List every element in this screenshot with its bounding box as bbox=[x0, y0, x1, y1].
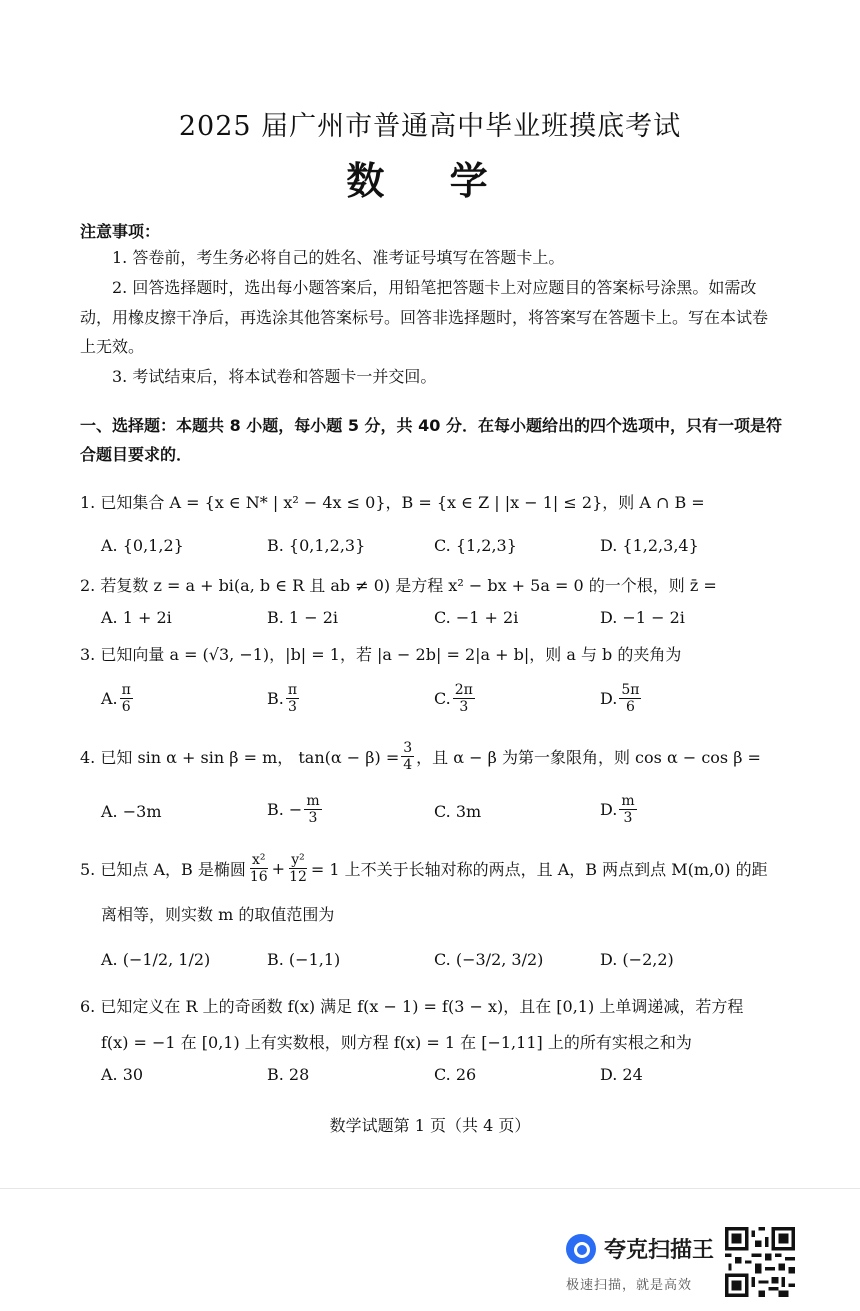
divider bbox=[0, 1188, 860, 1189]
q6-option-a: A. 30 bbox=[101, 1065, 144, 1084]
qr-code-icon bbox=[725, 1227, 795, 1297]
q4-frac-num: 3 bbox=[403, 740, 413, 756]
q5-stem-post: = 1 上不关于长轴对称的两点，且 A，B 两点到点 M(m,0) 的距 bbox=[310, 860, 768, 879]
q2-option-b: B. 1 − 2i bbox=[267, 608, 338, 627]
q5-option-b: B. (−1,1) bbox=[267, 950, 341, 969]
q5-f2-num: y² bbox=[291, 852, 305, 868]
brand-slogan: 极速扫描，就是高效 bbox=[566, 1278, 693, 1293]
q4-d-num: m bbox=[621, 793, 635, 809]
q3-c-num: 2π bbox=[454, 682, 473, 698]
q3-d-den: 6 bbox=[625, 699, 635, 715]
q4-b-num: m bbox=[306, 793, 320, 809]
question-1-stem: 1. 已知集合 A = {x ∈ N* | x² − 4x ≤ 0}，B = {x ∈ Z | |x − 1| ≤ 2}，则 A ∩ B = bbox=[80, 493, 705, 512]
q4-d-frac bbox=[619, 793, 636, 826]
quark-logo-icon bbox=[566, 1234, 596, 1264]
q4-option-d bbox=[600, 793, 639, 826]
question-2-stem: 2. 若复数 z = a + bi(a, b ∈ R 且 ab ≠ 0) 是方程 x² − bx + 5a = 0 的一个根，则 z̄ = bbox=[80, 576, 717, 595]
brand-name: 夸克扫描王 bbox=[604, 1238, 715, 1263]
q3-b-frac bbox=[286, 682, 299, 715]
q1-option-c: C. {1,2,3} bbox=[434, 536, 517, 555]
q4-d-label: D. bbox=[600, 800, 618, 819]
q3-a-frac bbox=[120, 682, 133, 715]
q5-frac-2 bbox=[287, 852, 309, 885]
note-item-3: 3. 考试结束后，将本试卷和答题卡一并交回。 bbox=[112, 367, 437, 386]
q3-d-frac bbox=[619, 682, 641, 715]
question-5-stem bbox=[80, 852, 768, 885]
q3-a-den: 6 bbox=[121, 699, 131, 715]
q3-b-den: 3 bbox=[287, 699, 297, 715]
q2-option-a: A. 1 + 2i bbox=[101, 608, 172, 627]
q3-option-d bbox=[600, 682, 643, 715]
q5-option-a: A. (−1/2, 1/2) bbox=[101, 950, 211, 969]
q3-option-a bbox=[101, 682, 135, 715]
q2-option-d: D. −1 − 2i bbox=[600, 608, 685, 627]
q3-option-b bbox=[267, 682, 301, 715]
q4-b-den: 3 bbox=[308, 810, 318, 826]
q4-stem-pre: 4. 已知 sin α + sin β = m， tan(α − β) = bbox=[80, 748, 400, 767]
question-3-stem: 3. 已知向量 a = (√3, −1)，|b| = 1，若 |a − 2b| = 2|a + b|，则 a 与 b 的夹角为 bbox=[80, 645, 682, 664]
question-5-line2: 离相等，则实数 m 的取值范围为 bbox=[101, 905, 335, 924]
q4-b-frac bbox=[304, 793, 321, 826]
q6-option-c: C. 26 bbox=[434, 1065, 477, 1084]
q3-a-num: π bbox=[121, 682, 131, 698]
q5-stem-pre: 5. 已知点 A，B 是椭圆 bbox=[80, 860, 246, 879]
q4-d-den: 3 bbox=[623, 810, 633, 826]
q2-option-c: C. −1 + 2i bbox=[434, 608, 519, 627]
notes-heading: 注意事项： bbox=[80, 222, 161, 241]
q5-f1-num: x² bbox=[252, 852, 266, 868]
q5-f1-den: 16 bbox=[249, 869, 268, 885]
q3-c-frac bbox=[453, 682, 475, 715]
question-6-line2: f(x) = −1 在 [0,1) 上有实数根，则方程 f(x) = 1 在 [−1,11] 上的所有实根之和为 bbox=[101, 1033, 692, 1052]
subject-title: 数 学 bbox=[346, 158, 514, 203]
q1-option-b: B. {0,1,2,3} bbox=[267, 536, 366, 555]
q5-frac-1 bbox=[248, 852, 270, 885]
q4-stem-post: ，且 α − β 为第一象限角，则 cos α − cos β = bbox=[416, 748, 761, 767]
q6-option-b: B. 28 bbox=[267, 1065, 310, 1084]
q5-f2-den: 12 bbox=[289, 869, 307, 885]
q3-option-c bbox=[434, 682, 477, 715]
section-heading: 一、选择题：本题共 8 小题，每小题 5 分，共 40 分．在每小题给出的四个选项中，只有一项是符合题目要求的． bbox=[80, 416, 782, 464]
q4-option-c: C. 3m bbox=[434, 802, 482, 821]
scanner-watermark bbox=[566, 1233, 714, 1264]
q4-option-b bbox=[267, 793, 324, 826]
q1-option-d: D. {1,2,3,4} bbox=[600, 536, 699, 555]
question-6-line1: 6. 已知定义在 R 上的奇函数 f(x) 满足 f(x − 1) = f(3 − x)，且在 [0,1) 上单调递减，若方程 bbox=[80, 997, 744, 1016]
q5-plus: + bbox=[271, 859, 286, 878]
q4-b-label: B. − bbox=[267, 800, 303, 819]
q3-d-num: 5π bbox=[621, 682, 640, 698]
q3-b-num: π bbox=[287, 682, 298, 698]
page-number: 数学试题第 1 页（共 4 页） bbox=[329, 1116, 531, 1135]
q3-a-label: A. bbox=[101, 689, 118, 708]
q4-option-a: A. −3m bbox=[101, 802, 162, 821]
note-item-1: 1. 答卷前，考生务必将自己的姓名、准考证号填写在答题卡上。 bbox=[112, 248, 565, 267]
exam-title: 2025 届广州市普通高中毕业班摸底考试 bbox=[178, 111, 682, 142]
q3-c-label: C. bbox=[434, 689, 451, 708]
question-4-stem bbox=[80, 740, 761, 773]
note-item-2: 2. 回答选择题时，选出每小题答案后，用铅笔把答题卡上对应题目的答案标号涂黑。如需改动，用橡皮擦干净后，再选涂其他答案标号。回答非选择题时，将答案写在答题卡上。写在本试卷上无效。 bbox=[80, 278, 769, 356]
q1-option-a: A. {0,1,2} bbox=[101, 536, 184, 555]
q5-option-d: D. (−2,2) bbox=[600, 950, 674, 969]
q5-option-c: C. (−3/2, 3/2) bbox=[434, 950, 544, 969]
q4-frac-den: 4 bbox=[403, 757, 413, 773]
q3-d-label: D. bbox=[600, 689, 618, 708]
q3-b-label: B. bbox=[267, 689, 284, 708]
q3-c-den: 3 bbox=[459, 699, 469, 715]
q4-stem-frac bbox=[401, 740, 414, 773]
q6-option-d: D. 24 bbox=[600, 1065, 643, 1084]
